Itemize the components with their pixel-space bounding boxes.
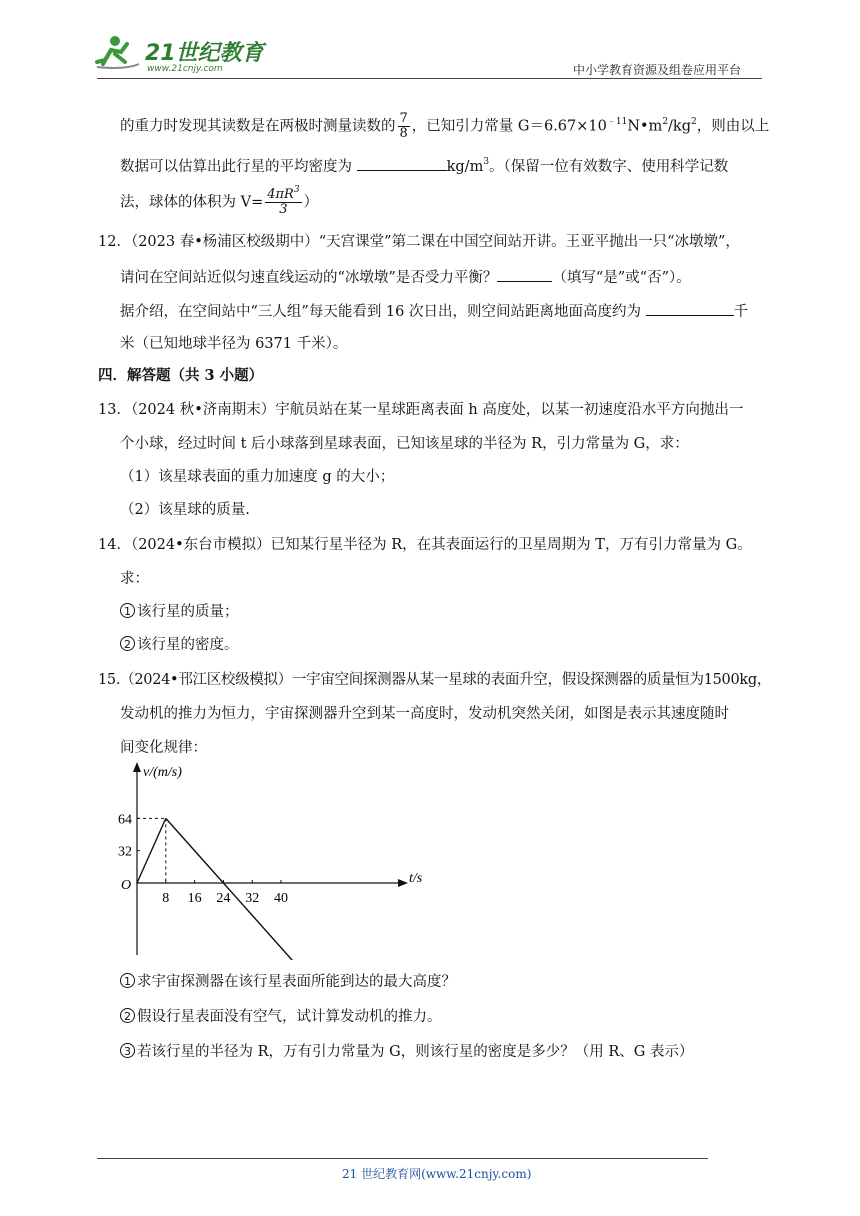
q14-line2: 求：: [120, 571, 149, 587]
q13-line2: 个小球，经过时间 t 后小球落到星球表面，已知该星球的半径为 R，引力常量为 G，求：: [120, 436, 689, 452]
q12-line4: 米（已知地球半径为 6371 千米）。: [120, 336, 348, 352]
y-tick-label: 64: [118, 812, 132, 828]
header-right-text: 中小学教育资源及组卷应用平台: [573, 63, 742, 77]
q13-sub1: （1）该星球表面的重力加速度 g 的大小；: [120, 469, 395, 485]
logo-url: www.21cnjy.com: [147, 64, 223, 74]
circled-number: 1: [120, 603, 135, 618]
q14-line1: 14．（2024•东台市模拟）已知某行星半径为 R，在其表面运行的卫星周期为 T，万有引力常量为 G。: [98, 537, 752, 553]
q12-line1: 12．（2023 春•杨浦区校级期中）“天宫课堂”第二课在中国空间站开讲。王亚平抛出一只“冰墩墩”，: [98, 234, 740, 250]
q15-line2: 发动机的推力为恒力，宇宙探测器升空到某一高度时，发动机突然关闭，如图是表示其速度随时: [120, 706, 729, 722]
q15-sub2: 2 假设行星表面没有空气，试计算发动机的推力。: [120, 1007, 442, 1027]
x-tick-label: 16: [187, 891, 202, 906]
q15-line3: 间变化规律：: [120, 740, 207, 756]
circled-number: 2: [120, 1008, 135, 1023]
q11-line1: 的重力时发现其读数是在两极时测量读数的 $\frac{7}{8}$ ，已知引力常量 $G=6.67\times 10^{﹣11}N•m^2/kg^2$，则由以上: [120, 111, 770, 141]
x-tick-label: 8: [162, 891, 170, 906]
velocity-line-segment: [166, 818, 224, 883]
y-tick-label: 32: [118, 844, 132, 860]
circled-number: 1: [120, 973, 135, 988]
footer-divider: [97, 1158, 708, 1159]
section-title: 四．解答题（共 3 小题）: [98, 367, 264, 384]
q13-sub2: （2）该星球的质量.: [120, 502, 250, 518]
x-axis-label: t/s: [409, 871, 423, 886]
logo-text: 21世纪教育: [145, 41, 264, 66]
answer-blank-balance[interactable]: [497, 267, 552, 282]
q15-sub3: 3 若该行星的半径为 R，万有引力常量为 G，则该行星的密度是多少？（用 R、G 表示）: [120, 1042, 693, 1062]
fraction-seven-eighths: $\frac{7}{8}$: [399, 111, 408, 141]
header-divider: [97, 78, 762, 79]
q14-sub1: 1 该行星的质量；: [120, 602, 239, 622]
x-axis-arrow-icon: [398, 879, 408, 887]
y-axis-label: v/(m/s): [143, 765, 182, 780]
fraction-sphere-volume: $\frac{4\pi R^3}{3}$: [267, 184, 300, 217]
q15-line1: 15.（2024•邗江区校级模拟）一宇宙空间探测器从某一星球的表面升空，假设探测器的质量恒为1500kg，: [98, 672, 772, 688]
velocity-line-segment: [137, 818, 166, 883]
y-axis-arrow-icon: [133, 762, 141, 772]
q11-line2: 数据可以估算出此行星的平均密度为 $kg/m^3$。（保留一位有效数字、使用科学记数: [120, 157, 729, 175]
velocity-time-chart: [115, 760, 435, 960]
q12-line2: 请问在空间站近似匀速直线运动的“冰墩墩”是否受力平衡？ （填写“是”或“否”）。: [120, 267, 691, 288]
circled-number: 3: [120, 1043, 135, 1058]
q13-line1: 13．（2024 秋•济南期末）宇航员站在某一星球距离表面 h 高度处，以某一初速度沿水平方向抛出一: [98, 402, 744, 418]
x-tick-label: 40: [274, 891, 288, 906]
q15-sub1: 1 求宇宙探测器在该行星表面所能到达的最大高度？: [120, 972, 456, 992]
footer-text: 21 世纪教育网(www.21cnjy.com): [342, 1167, 532, 1181]
answer-blank-height[interactable]: [646, 301, 734, 316]
q14-sub2: 2 该行星的密度。: [120, 635, 239, 655]
circled-number: 2: [120, 636, 135, 651]
answer-blank-density[interactable]: [357, 156, 447, 171]
x-tick-label: 32: [245, 891, 260, 906]
q12-line3: 据介绍，在空间站中“三人组”每天能看到 16 次日出，则空间站距离地面高度约为 千: [120, 301, 748, 322]
origin-label: O: [121, 878, 132, 893]
q11-line3: 法，球体的体积为 V= $\frac{4\pi R^3}{3}$ ）: [120, 184, 319, 217]
x-tick-label: 24: [216, 891, 231, 906]
